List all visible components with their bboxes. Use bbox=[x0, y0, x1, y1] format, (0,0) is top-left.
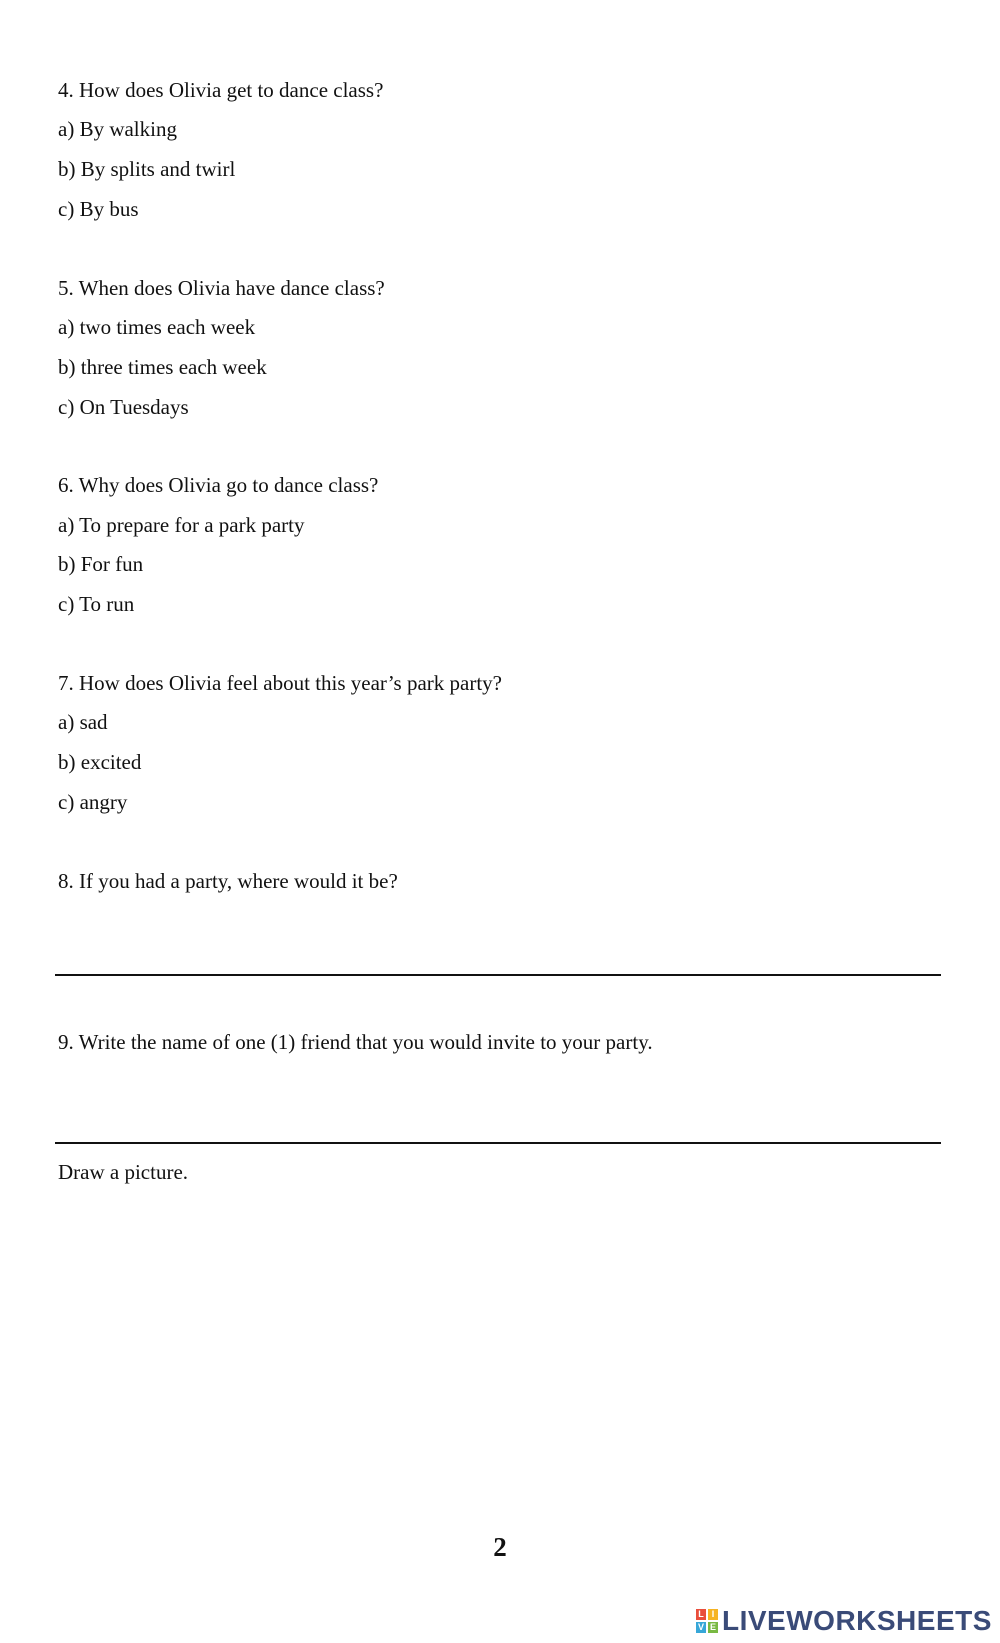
question-6-option-b[interactable]: b) For fun bbox=[58, 552, 144, 576]
question-4-option-c[interactable]: c) By bus bbox=[58, 197, 139, 221]
question-7-option-c[interactable]: c) angry bbox=[58, 790, 128, 814]
logo-letter-i: I bbox=[708, 1609, 718, 1620]
question-9-prompt: 9. Write the name of one (1) friend that you would invite to your party. bbox=[58, 1030, 653, 1054]
question-7-option-b[interactable]: b) excited bbox=[58, 750, 142, 774]
question-6-option-a[interactable]: a) To prepare for a park party bbox=[58, 513, 305, 537]
question-4-option-a[interactable]: a) By walking bbox=[58, 117, 177, 141]
question-7-option-a[interactable]: a) sad bbox=[58, 710, 108, 734]
question-5-option-b[interactable]: b) three times each week bbox=[58, 355, 267, 379]
question-6-option-c[interactable]: c) To run bbox=[58, 592, 135, 616]
question-9-answer-line[interactable] bbox=[55, 1142, 941, 1144]
question-6-prompt: 6. Why does Olivia go to dance class? bbox=[58, 473, 379, 497]
question-8-prompt: 8. If you had a party, where would it be? bbox=[58, 869, 398, 893]
logo-letter-l: L bbox=[696, 1609, 706, 1620]
question-7-prompt: 7. How does Olivia feel about this year’s park party? bbox=[58, 671, 502, 695]
question-5-option-c[interactable]: c) On Tuesdays bbox=[58, 395, 189, 419]
liveworksheets-logo-icon bbox=[696, 1609, 718, 1633]
liveworksheets-brand bbox=[696, 1606, 992, 1636]
question-8-answer-line[interactable] bbox=[55, 974, 941, 976]
page-number: 2 bbox=[493, 1532, 507, 1562]
question-5-prompt: 5. When does Olivia have dance class? bbox=[58, 276, 385, 300]
logo-letter-v: V bbox=[697, 1622, 704, 1632]
brand-name: LIVEWORKSHEETS bbox=[722, 1605, 992, 1636]
draw-picture-prompt: Draw a picture. bbox=[58, 1160, 189, 1184]
question-4-option-b[interactable]: b) By splits and twirl bbox=[58, 157, 236, 181]
question-4-prompt: 4. How does Olivia get to dance class? bbox=[58, 78, 384, 102]
question-5-option-a[interactable]: a) two times each week bbox=[58, 315, 256, 339]
logo-letter-e: E bbox=[709, 1622, 716, 1632]
